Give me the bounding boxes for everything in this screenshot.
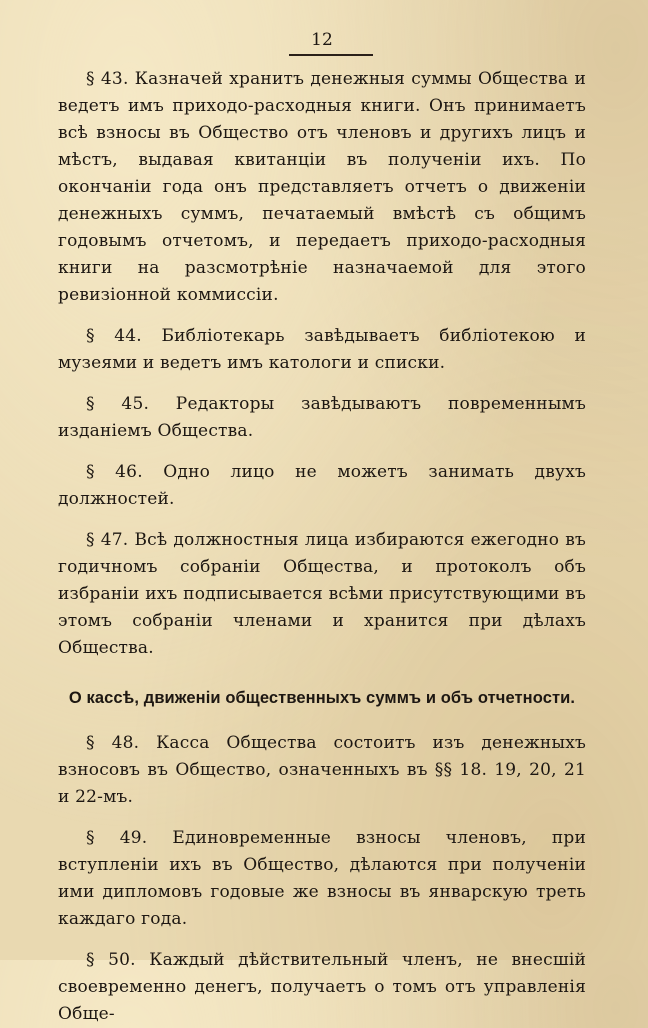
paragraph-43: § 43. Казначей хранитъ денежныя суммы Общества и ведетъ имъ приходо-расходныя книги. Онъ принимаетъ всѣ взносы въ Общество отъ членовъ и другихъ лицъ и мѣстъ, выдавая квитанціи въ полученіи ихъ. По окончаніи года онъ представляетъ отчетъ о движеніи денежныхъ суммъ, печатаемый вмѣстѣ съ общимъ годовымъ отчетомъ, и передаетъ приходо-расходныя книги на разсмотрѣніе назначаемой для этого ревизіонной коммиссіи. (58, 69, 586, 305)
page-content (58, 28, 586, 1028)
page-number-rule (289, 54, 373, 56)
paragraph-44: § 44. Библіотекарь завѣдываетъ библіотекою и музеями и ведетъ имъ катологи и списки. (58, 326, 586, 373)
paragraph-47: § 47. Всѣ должностныя лица избираются ежегодно въ годичномъ собраніи Общества, и протоколъ объ избраніи ихъ подписывается всѣми присутствующими въ этомъ собраніи членами и хранится при дѣлахъ Общества. (58, 530, 586, 658)
paragraph-46: § 46. Одно лицо не можетъ занимать двухъ должностей. (58, 462, 586, 509)
paragraph-45: § 45. Редакторы завѣдываютъ повременнымъ изданіемъ Общества. (58, 394, 586, 441)
paragraph-50: § 50. Каждый дѣйствительный членъ, не внесшій своевременно денегъ, получаетъ о томъ отъ управленія Обще- (58, 950, 586, 1024)
page-number: 12 (311, 30, 333, 50)
paragraph-48: § 48. Касса Общества состоитъ изъ денежныхъ взносовъ въ Общество, означенныхъ въ §§ 18. 19, 20, 21 и 22-мъ. (58, 733, 586, 807)
section-heading: О кассѣ, движеніи общественныхъ суммъ и объ отчетности. (68, 689, 576, 707)
paragraph-49: § 49. Единовременные взносы членовъ, при вступленіи ихъ въ Общество, дѣлаются при полученіи ими дипломовъ годовые же взносы въ январскую треть каждаго года. (58, 828, 586, 929)
